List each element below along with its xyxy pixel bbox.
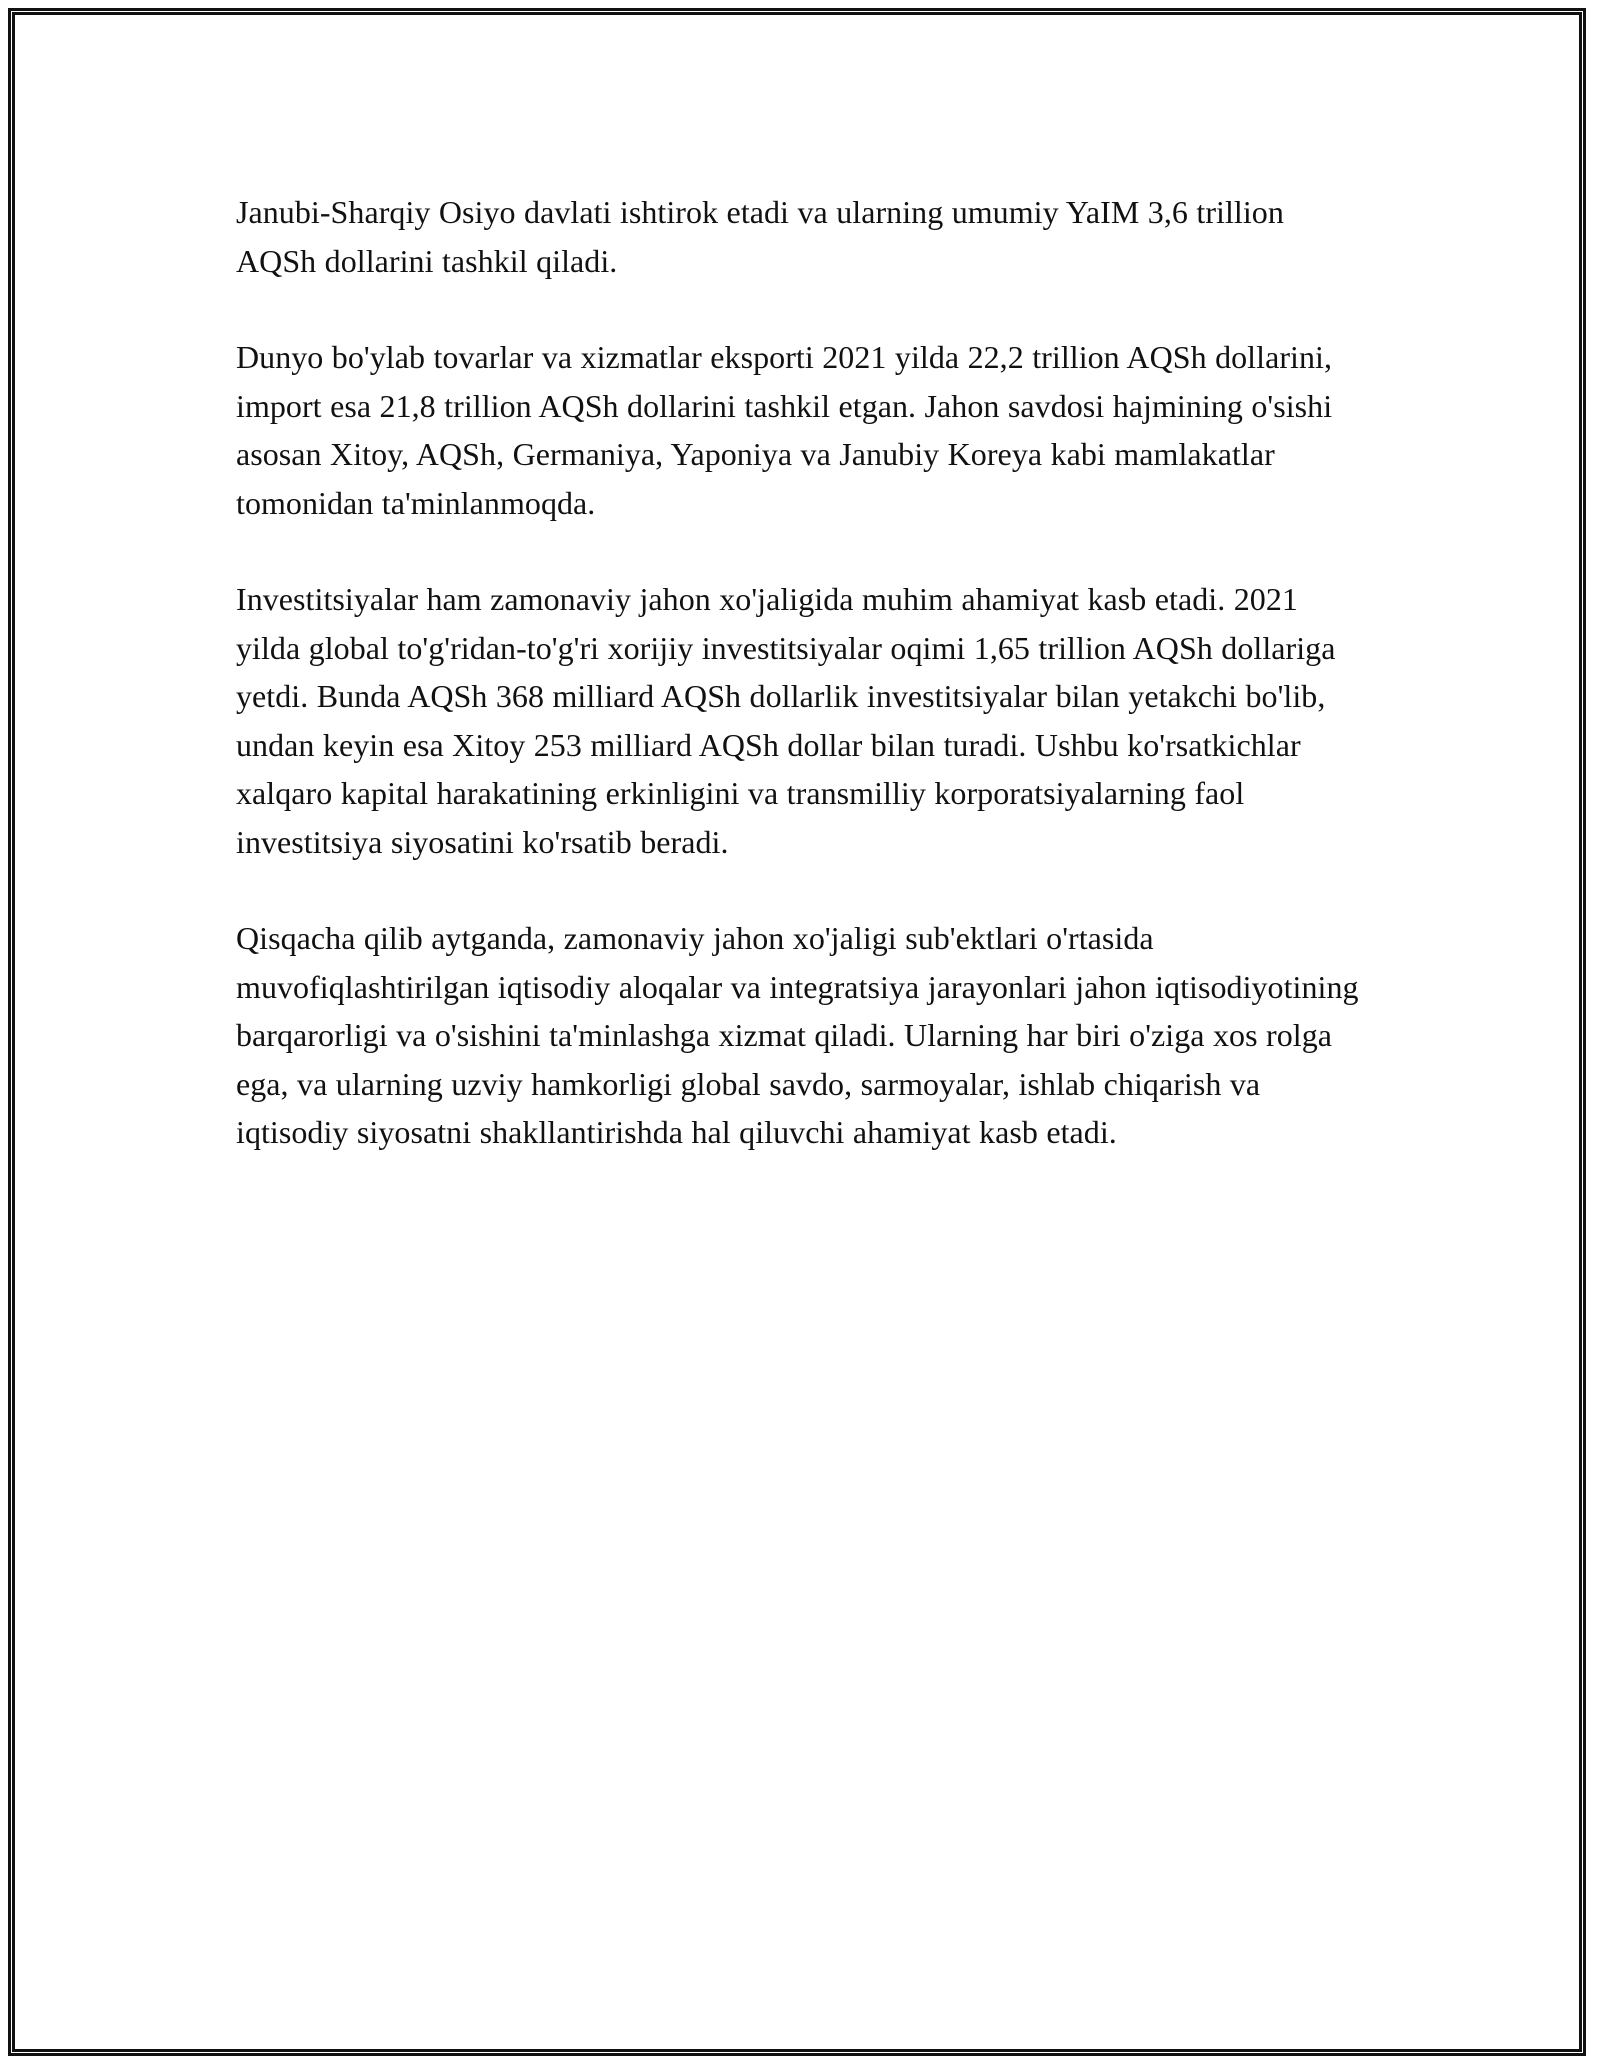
paragraph-2: Dunyo bo'ylab tovarlar va xizmatlar eksporti 2021 yilda 22,2 trillion AQSh dollarini, import esa 21,8 trillion AQSh dollarini tashkil etgan. Jahon savdosi hajmining o'sishi asosan Xitoy, AQSh, Germaniya, Yaponiya va Janubiy Koreya kabi mamlakatlar tomonidan ta'minlanmoqda. [236, 339, 1333, 521]
document-body [236, 188, 1370, 1205]
paragraph-4: Qisqacha qilib aytganda, zamonaviy jahon xo'jaligi sub'ektlari o'rtasida muvofiqlashtirilgan iqtisodiy aloqalar va integratsiya jarayonlari jahon iqtisodiyotining barqarorligi va o'sishini ta'minlashga xizmat qiladi. Ularning har biri o'ziga xos rolga ega, va ularning uzviy hamkorligi global savdo, sarmoyalar, ishlab chiqarish va iqtisodiy siyosatni shakllantirishda hal qiluvchi ahamiyat kasb etadi. [236, 920, 1359, 1150]
paragraph-1: Janubi-Sharqiy Osiyo davlati ishtirok etadi va ularning umumiy YaIM 3,6 trillion AQSh dollarini tashkil qiladi. [236, 194, 1284, 279]
paragraph-3: Investitsiyalar ham zamonaviy jahon xo'jaligida muhim ahamiyat kasb etadi. 2021 yilda global to'g'ridan-to'g'ri xorijiy investitsiyalar oqimi 1,65 trillion AQSh dollariga yetdi. Bunda AQSh 368 milliard AQSh dollarlik investitsiyalar bilan yetakchi bo'lib, undan keyin esa Xitoy 253 milliard AQSh dollar bilan turadi. Ushbu ko'rsatkichlar xalqaro kapital harakatining erkinligini va transmilliy korporatsiyalarning faol investitsiya siyosatini ko'rsatib beradi. [236, 581, 1336, 860]
